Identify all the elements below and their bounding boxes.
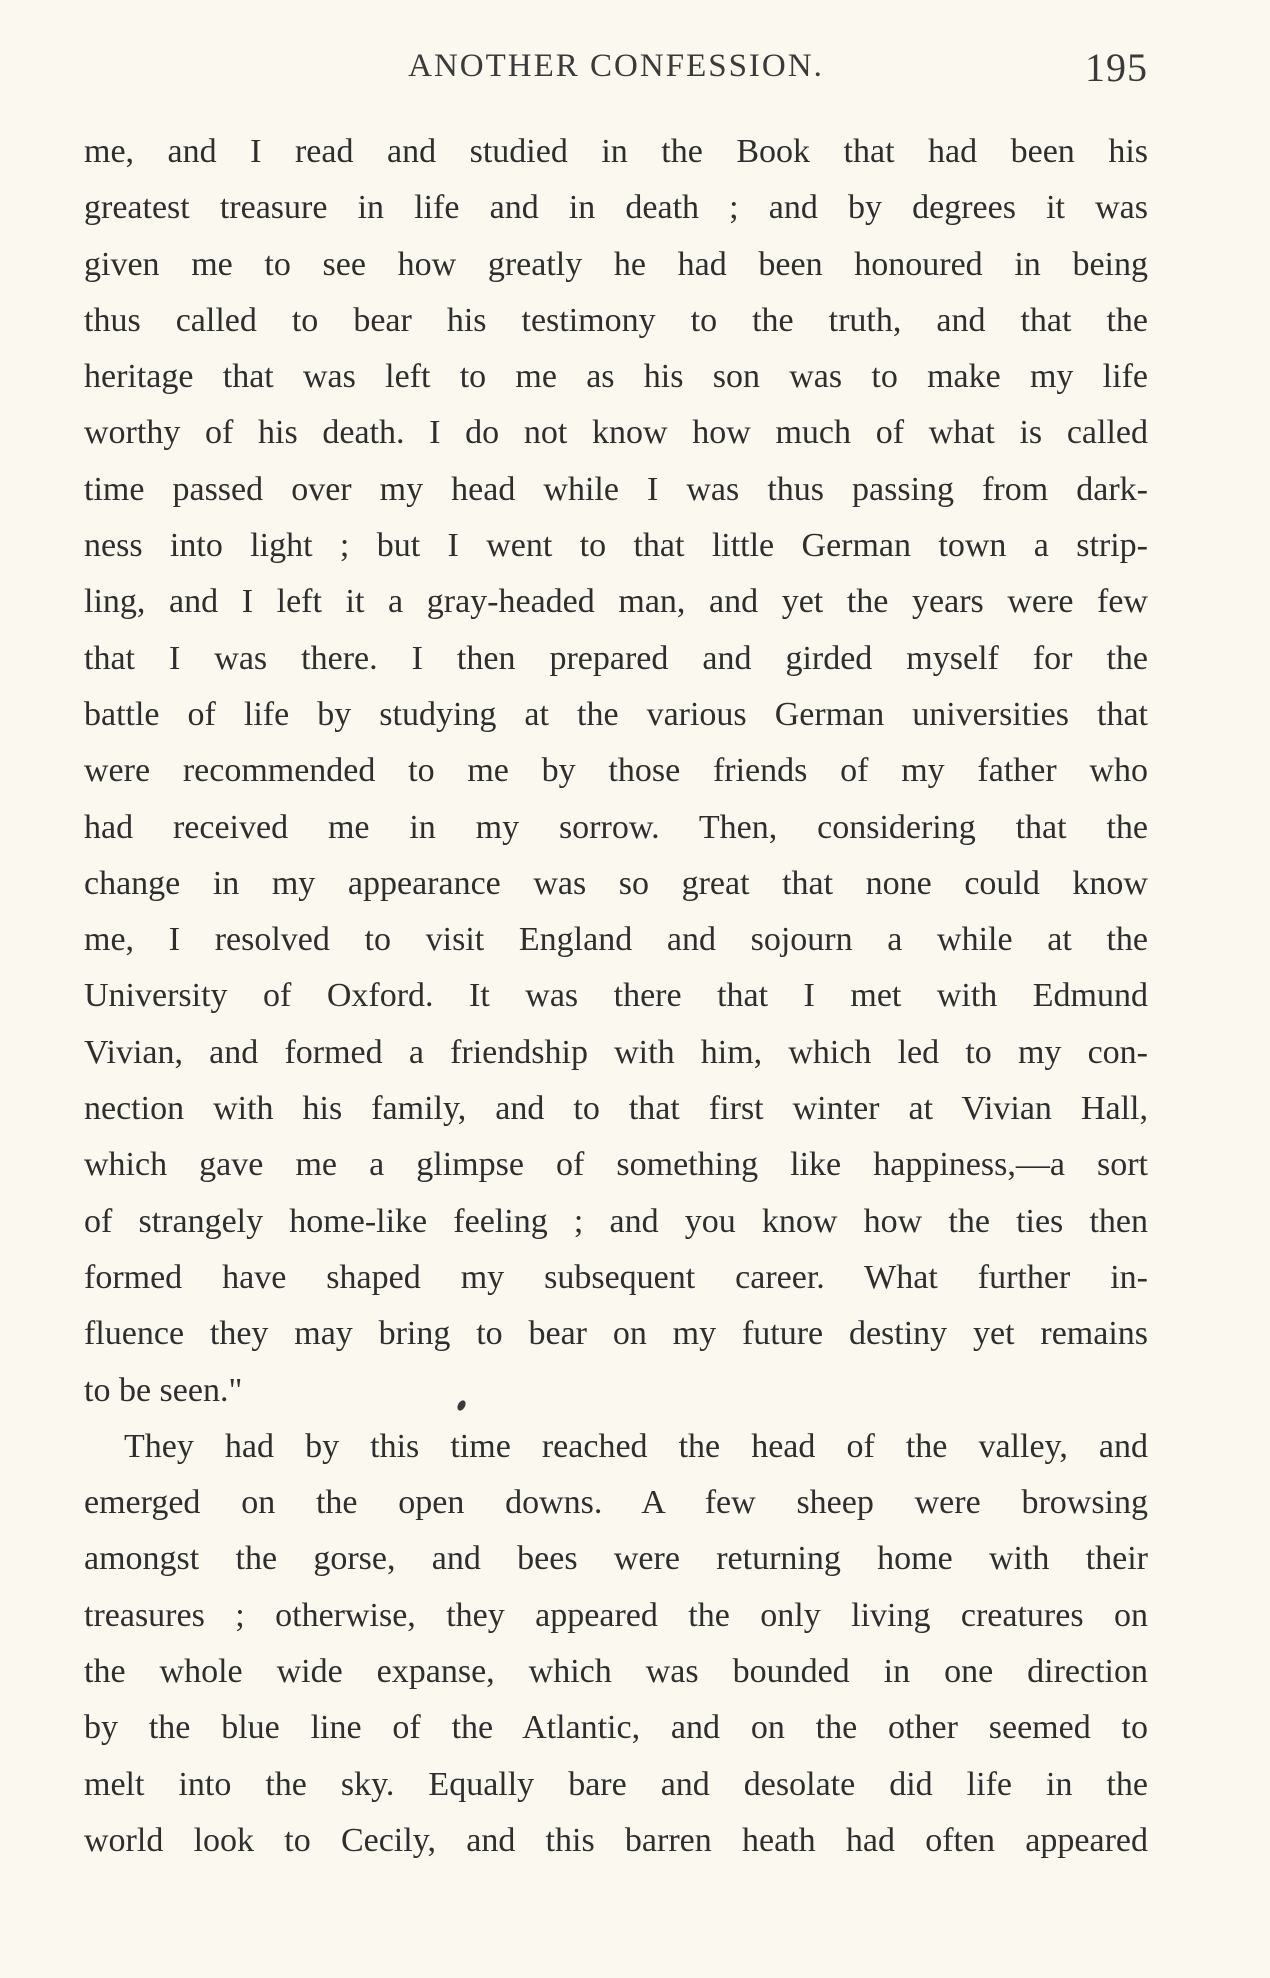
text-line: me, and I read and studied in the Book that had been his [84,133,1148,170]
paragraph-end-line: to be seen." [84,1371,243,1409]
text-line: treasures ; otherwise, they appeared the only living creatures on [84,1596,1148,1634]
page-number: 195 [1085,45,1148,90]
text-line: had received me in my sorrow. Then, considering that the [84,808,1148,846]
text-line: worthy of his death. I do not know how much of what is called [84,414,1148,452]
text-line: nection with his family, and to that first winter at Vivian Hall, [84,1090,1148,1128]
text-line: fluence they may bring to bear on my future destiny yet remains [84,1315,1148,1353]
text-line: the whole wide expanse, which was bounded in one direction [84,1653,1148,1691]
text-line: emerged on the open downs. A few sheep were browsing [84,1484,1148,1522]
text-line: amongst the gorse, and bees were returning home with their [84,1540,1148,1578]
running-title: ANOTHER CONFESSION. [408,48,824,84]
text-line: ness into light ; but I went to that little German town a strip- [84,527,1148,565]
text-line: time passed over my head while I was thus passing from dark- [84,470,1148,508]
text-line: greatest treasure in life and in death ; and by degrees it was [84,189,1148,227]
text-line: world look to Cecily, and this barren heath had often appeared [84,1821,1148,1859]
text-line: Vivian, and formed a friendship with him, which led to my con- [84,1033,1148,1071]
paragraph-first-line: They had by this time reached the head of the valley, and [124,1427,1148,1465]
text-line: were recommended to me by those friends of my father who [84,752,1148,790]
text-line: University of Oxford. It was there that I met with Edmund [84,977,1148,1015]
body-text [84,124,1148,1869]
text-line: me, I resolved to visit England and sojourn a while at the [84,921,1148,959]
text-line: formed have shaped my subsequent career. What further in- [84,1258,1148,1296]
text-line: of strangely home-like feeling ; and you know how the ties then [84,1202,1148,1240]
text-line: by the blue line of the Atlantic, and on the other seemed to [84,1709,1148,1747]
text-line: ling, and I left it a gray-headed man, and yet the years were few [84,583,1148,621]
text-line: given me to see how greatly he had been honoured in being [84,245,1148,283]
text-line: heritage that was left to me as his son was to make my life [84,358,1148,396]
text-line: which gave me a glimpse of something like happiness,—a sort [84,1146,1148,1184]
text-line: melt into the sky. Equally bare and desolate did life in the [84,1765,1148,1803]
text-line: that I was there. I then prepared and girded myself for the [84,639,1148,677]
text-line: change in my appearance was so great that none could know [84,864,1148,902]
running-head [84,44,1148,94]
text-line: battle of life by studying at the various German universities that [84,695,1148,733]
text-line: thus called to bear his testimony to the truth, and that the [84,301,1148,339]
